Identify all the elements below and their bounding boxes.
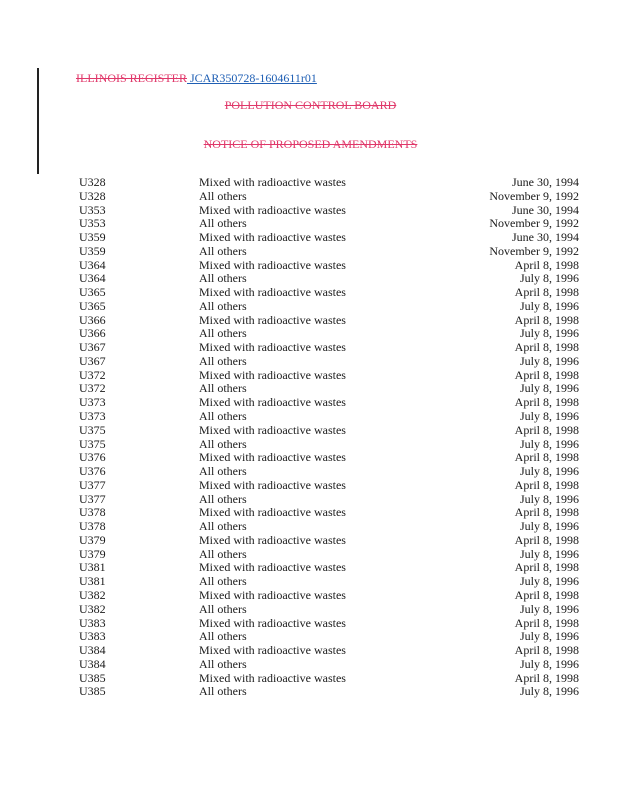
description-cell: All others [199, 298, 247, 313]
register-struck-text: ILLINOIS REGISTER [76, 71, 187, 85]
notice-title: NOTICE OF PROPOSED AMENDMENTS [203, 137, 418, 151]
table-row [79, 575, 579, 589]
table-row [79, 272, 579, 286]
waste-code-cell: U359 [79, 243, 106, 258]
table-row [79, 465, 579, 479]
effective-date-cell: April 8, 1998 [514, 450, 579, 465]
table-row [79, 561, 579, 575]
table-row [79, 341, 579, 355]
description-cell: All others [199, 243, 247, 258]
table-row [79, 314, 579, 328]
effective-date-cell: April 8, 1998 [514, 532, 579, 547]
effective-date-cell: April 8, 1998 [514, 312, 579, 327]
effective-date-cell: July 8, 1996 [519, 326, 579, 341]
table-row [79, 644, 579, 658]
table-row [79, 630, 579, 644]
table-row [79, 493, 579, 507]
description-cell: Mixed with radioactive wastes [199, 202, 346, 217]
table-row [79, 176, 579, 190]
effective-date-cell: July 8, 1996 [519, 381, 579, 396]
description-cell: Mixed with radioactive wastes [199, 532, 346, 547]
waste-code-cell: U365 [79, 298, 106, 313]
description-cell: Mixed with radioactive wastes [199, 230, 346, 245]
waste-code-cell: U367 [79, 353, 106, 368]
waste-code-cell: U384 [79, 643, 106, 658]
description-cell: Mixed with radioactive wastes [199, 477, 346, 492]
effective-date-cell: July 8, 1996 [519, 436, 579, 451]
description-cell: Mixed with radioactive wastes [199, 450, 346, 465]
table-row [79, 548, 579, 562]
waste-code-cell: U382 [79, 601, 106, 616]
description-cell: Mixed with radioactive wastes [199, 615, 346, 630]
effective-date-cell: July 8, 1996 [519, 574, 579, 589]
waste-code-cell: U383 [79, 615, 106, 630]
waste-code-cell: U372 [79, 381, 106, 396]
description-cell: Mixed with radioactive wastes [199, 505, 346, 520]
waste-code-cell: U385 [79, 684, 106, 699]
description-cell: Mixed with radioactive wastes [199, 257, 346, 272]
description-cell: All others [199, 409, 247, 424]
description-cell: Mixed with radioactive wastes [199, 367, 346, 382]
description-cell: All others [199, 436, 247, 451]
effective-date-cell: April 8, 1998 [514, 340, 579, 355]
description-cell: All others [199, 684, 247, 699]
table-row [79, 300, 579, 314]
waste-code-cell: U328 [79, 188, 106, 203]
waste-code-cell: U378 [79, 519, 106, 534]
effective-date-cell: July 8, 1996 [519, 684, 579, 699]
table-row [79, 589, 579, 603]
table-row [79, 259, 579, 273]
description-cell: All others [199, 353, 247, 368]
description-cell: Mixed with radioactive wastes [199, 395, 346, 410]
table-row [79, 245, 579, 259]
waste-code-cell: U379 [79, 546, 106, 561]
waste-code-cell: U365 [79, 285, 106, 300]
effective-date-cell: April 8, 1998 [514, 560, 579, 575]
waste-code-cell: U377 [79, 477, 106, 492]
waste-code-cell: U384 [79, 656, 106, 671]
table-row [79, 410, 579, 424]
effective-date-cell: April 8, 1998 [514, 257, 579, 272]
description-cell: All others [199, 326, 247, 341]
waste-code-cell: U373 [79, 395, 106, 410]
waste-code-rows [79, 176, 579, 699]
waste-code-cell: U381 [79, 560, 106, 575]
description-cell: All others [199, 464, 247, 479]
waste-code-cell: U364 [79, 257, 106, 272]
effective-date-cell: November 9, 1992 [489, 243, 579, 258]
effective-date-cell: April 8, 1998 [514, 367, 579, 382]
description-cell: Mixed with radioactive wastes [199, 587, 346, 602]
table-row [79, 190, 579, 204]
table-row [79, 658, 579, 672]
waste-code-table [79, 176, 579, 699]
effective-date-cell: November 9, 1992 [489, 188, 579, 203]
effective-date-cell: April 8, 1998 [514, 670, 579, 685]
waste-code-cell: U372 [79, 367, 106, 382]
table-row [79, 327, 579, 341]
waste-code-cell: U364 [79, 271, 106, 286]
description-cell: All others [199, 546, 247, 561]
description-cell: Mixed with radioactive wastes [199, 340, 346, 355]
table-row [79, 603, 579, 617]
effective-date-cell: June 30, 1994 [512, 230, 579, 245]
effective-date-cell: July 8, 1996 [519, 491, 579, 506]
description-cell: Mixed with radioactive wastes [199, 643, 346, 658]
waste-code-cell: U373 [79, 409, 106, 424]
table-row [79, 231, 579, 245]
table-row [79, 217, 579, 231]
description-cell: Mixed with radioactive wastes [199, 560, 346, 575]
waste-code-cell: U328 [79, 175, 106, 189]
description-cell: Mixed with radioactive wastes [199, 312, 346, 327]
table-row [79, 382, 579, 396]
register-header [76, 71, 317, 86]
effective-date-cell: June 30, 1994 [512, 175, 579, 189]
waste-code-cell: U378 [79, 505, 106, 520]
waste-code-cell: U366 [79, 326, 106, 341]
description-cell: All others [199, 519, 247, 534]
effective-date-cell: November 9, 1992 [489, 216, 579, 231]
description-cell: All others [199, 629, 247, 644]
register-inserted-text: JCAR350728-1604611r01 [190, 71, 317, 85]
table-row [79, 451, 579, 465]
effective-date-cell: July 8, 1996 [519, 656, 579, 671]
effective-date-cell: July 8, 1996 [519, 298, 579, 313]
waste-code-cell: U377 [79, 491, 106, 506]
table-row [79, 479, 579, 493]
table-row [79, 438, 579, 452]
description-cell: All others [199, 216, 247, 231]
effective-date-cell: April 8, 1998 [514, 643, 579, 658]
waste-code-cell: U385 [79, 670, 106, 685]
table-row [79, 685, 579, 699]
description-cell: Mixed with radioactive wastes [199, 422, 346, 437]
description-cell: Mixed with radioactive wastes [199, 175, 346, 189]
description-cell: All others [199, 491, 247, 506]
effective-date-cell: April 8, 1998 [514, 587, 579, 602]
revision-change-bar [37, 68, 39, 174]
description-cell: All others [199, 271, 247, 286]
effective-date-cell: July 8, 1996 [519, 546, 579, 561]
effective-date-cell: July 8, 1996 [519, 353, 579, 368]
description-cell: All others [199, 381, 247, 396]
table-row [79, 534, 579, 548]
waste-code-cell: U375 [79, 422, 106, 437]
effective-date-cell: July 8, 1996 [519, 519, 579, 534]
effective-date-cell: July 8, 1996 [519, 629, 579, 644]
waste-code-cell: U353 [79, 216, 106, 231]
table-row [79, 396, 579, 410]
description-cell: All others [199, 656, 247, 671]
waste-code-cell: U376 [79, 450, 106, 465]
waste-code-cell: U367 [79, 340, 106, 355]
waste-code-cell: U359 [79, 230, 106, 245]
table-row [79, 672, 579, 686]
description-cell: All others [199, 188, 247, 203]
effective-date-cell: April 8, 1998 [514, 615, 579, 630]
effective-date-cell: June 30, 1994 [512, 202, 579, 217]
description-cell: All others [199, 574, 247, 589]
effective-date-cell: April 8, 1998 [514, 422, 579, 437]
table-row [79, 617, 579, 631]
description-cell: Mixed with radioactive wastes [199, 285, 346, 300]
table-row [79, 204, 579, 218]
waste-code-cell: U353 [79, 202, 106, 217]
effective-date-cell: July 8, 1996 [519, 271, 579, 286]
effective-date-cell: April 8, 1998 [514, 505, 579, 520]
effective-date-cell: April 8, 1998 [514, 395, 579, 410]
description-cell: All others [199, 601, 247, 616]
table-row [79, 506, 579, 520]
waste-code-cell: U382 [79, 587, 106, 602]
waste-code-cell: U381 [79, 574, 106, 589]
waste-code-cell: U366 [79, 312, 106, 327]
waste-code-cell: U376 [79, 464, 106, 479]
effective-date-cell: July 8, 1996 [519, 464, 579, 479]
table-row [79, 286, 579, 300]
waste-code-cell: U383 [79, 629, 106, 644]
table-row [79, 424, 579, 438]
effective-date-cell: July 8, 1996 [519, 601, 579, 616]
waste-code-cell: U379 [79, 532, 106, 547]
waste-code-cell: U375 [79, 436, 106, 451]
effective-date-cell: April 8, 1998 [514, 285, 579, 300]
effective-date-cell: April 8, 1998 [514, 477, 579, 492]
table-row [79, 369, 579, 383]
table-row [79, 520, 579, 534]
table-row [79, 355, 579, 369]
effective-date-cell: July 8, 1996 [519, 409, 579, 424]
board-title: POLLUTION CONTROL BOARD [224, 98, 397, 112]
description-cell: Mixed with radioactive wastes [199, 670, 346, 685]
